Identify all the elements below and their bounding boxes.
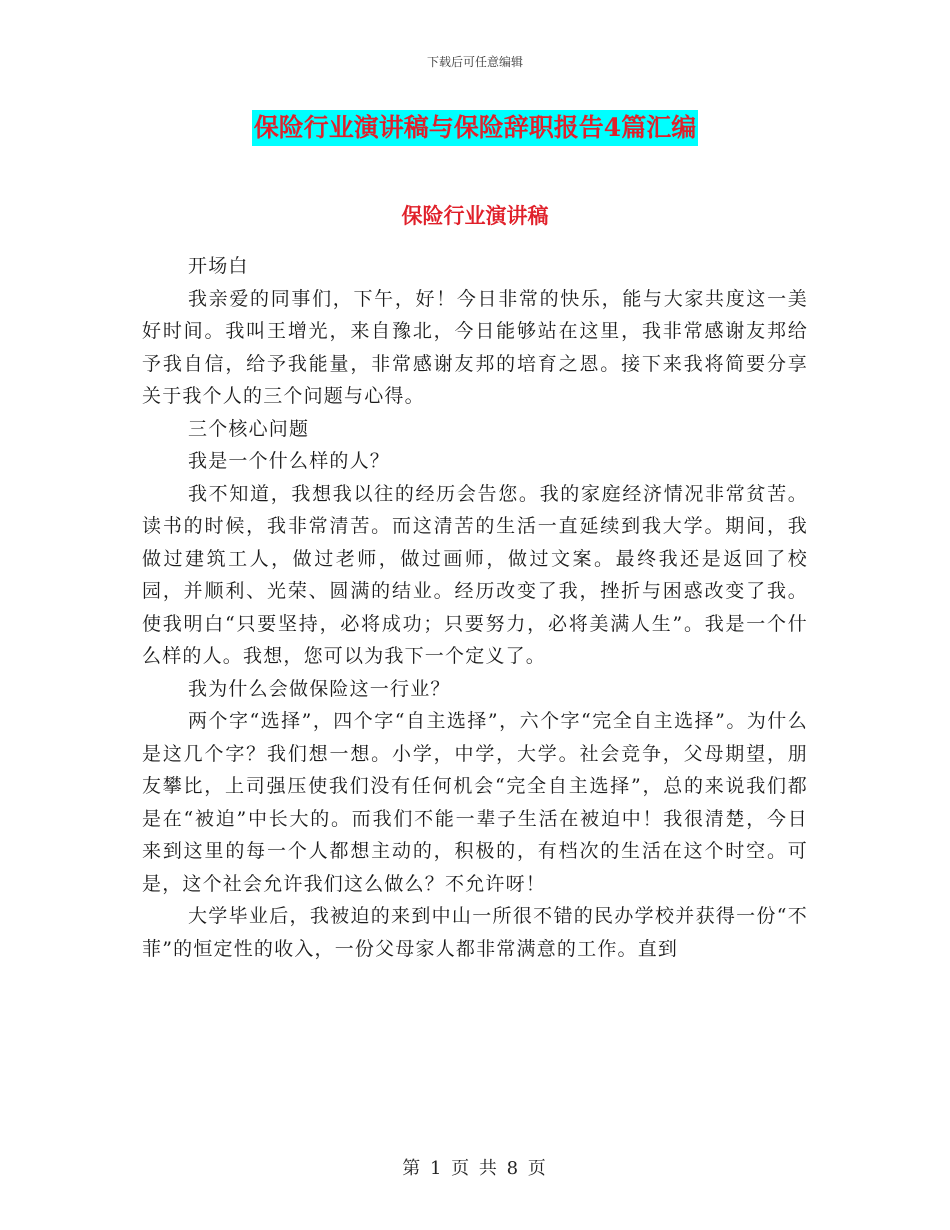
paragraph: 两个字“选择”，四个字“自主选择”，六个字“完全自主选择”。为什么是这几个字？我们想一想。小学，中学，大学。社会竞争，父母期望，朋友攀比，上司强压使我们没有任何机会“完全自主选择”，总的来说我们都是在“被迫”中长大的。而我们不能一辈子生活在被迫中！我很清楚，今日来到这里的每一个人都想主动的，积极的，有档次的生活在这个时空。可是，这个社会允许我们这么做么？不允许呀！ [142,710,808,895]
document-body [142,250,808,965]
paragraph: 我不知道，我想我以往的经历会告您。我的家庭经济情况非常贫苦。读书的时候，我非常清苦。而这清苦的生活一直延续到我大学。期间，我做过建筑工人，做过老师，做过画师，做过文案。最终我还是返回了校园，并顺利、光荣、圆满的结业。经历改变了我，挫折与困惑改变了我。使我明白“只要坚持，必将成功；只要努力，必将美满人生”。我是一个什么样的人。我想，您可以为我下一个定义了。 [142,482,808,667]
document-title [0,110,950,146]
section-title: 保险行业演讲稿 [401,203,549,228]
page-number-footer: 第 1 页 共 8 页 [402,1158,548,1179]
paragraph: 开场白 [188,255,249,277]
paragraph: 大学毕业后，我被迫的来到中山一所很不错的民办学校并获得一份“不菲”的恒定性的收入，一份父母家人都非常满意的工作。直到 [142,905,808,960]
paragraph: 三个核心问题 [188,417,310,440]
page-header-note: 下载后可任意编辑 [426,55,523,69]
paragraph: 我为什么会做保险这一行业？ [188,677,451,700]
document-title-text: 保险行业演讲稿与保险辞职报告4篇汇编 [252,110,698,146]
paragraph: 我亲爱的同事们，下午，好！今日非常的快乐，能与大家共度这一美好时间。我叫王增光，来自豫北，今日能够站在这里，我非常感谢友邦给予我自信，给予我能量，非常感谢友邦的培育之恩。接下来我将简要分享关于我个人的三个问题与心得。 [142,287,808,407]
paragraph: 我是一个什么样的人？ [188,450,391,472]
